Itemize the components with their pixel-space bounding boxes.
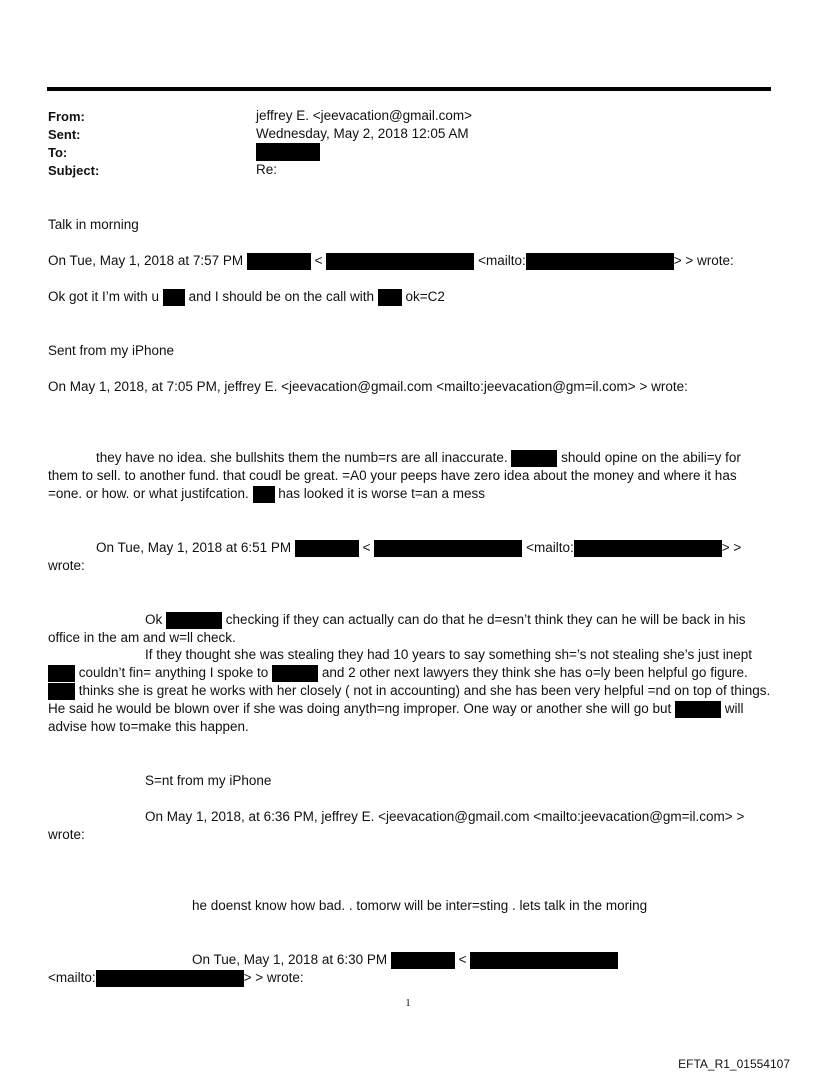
body-line: wrote:	[48, 558, 85, 573]
redaction-box	[48, 665, 75, 682]
body-text: they have no idea. she bullshits them the numb=rs are all inaccurate.	[96, 450, 508, 466]
body-text: and I should be on the call with	[188, 289, 374, 305]
redaction-box	[96, 970, 244, 987]
body-line: advise how to=make this happen.	[48, 719, 249, 734]
body-line	[48, 683, 770, 700]
quote-text: <mailto:	[48, 970, 96, 986]
body-line: If they thought she was stealing they had 10 years to say something sh=’s not stealing she’s just inept	[145, 647, 752, 662]
body-line	[145, 612, 745, 629]
body-text: has looked it is worse t=an a mess	[278, 486, 486, 502]
body-line	[48, 970, 304, 987]
body-text: will	[724, 701, 744, 717]
body-line: Sent from my iPhone	[48, 343, 175, 358]
redaction-box	[295, 540, 359, 557]
page-number: 1	[405, 997, 411, 1009]
body-line: Talk in morning	[48, 217, 139, 232]
redaction-box	[247, 253, 311, 270]
redaction-box	[574, 540, 722, 557]
body-line: wrote:	[48, 827, 85, 842]
header-rule	[47, 87, 771, 91]
quote-text: > > wrote:	[243, 970, 304, 986]
quote-date: On Tue, May 1, 2018 at 6:30 PM	[192, 952, 388, 968]
quote-date: On Tue, May 1, 2018 at 6:51 PM	[96, 540, 292, 556]
body-line	[48, 486, 485, 503]
to-label: To:	[48, 145, 68, 160]
body-text: couldn’t fin= anything I spoke to	[78, 665, 269, 681]
body-text: thinks she is great he works with her closely ( not in accounting) and she has been very helpful =nd on top of things.	[78, 683, 771, 699]
body-text: and 2 other next lawyers they think she has o=ly been helpful go figure.	[321, 665, 748, 681]
sent-label: Sent:	[48, 127, 81, 142]
redaction-box	[256, 143, 320, 161]
quote-header	[48, 253, 734, 270]
body-line	[48, 665, 748, 682]
body-line: them to sell. to another fund. that coudl be great. =A0 your peeps have zero idea about the money and where it has	[48, 468, 737, 483]
redaction-box	[326, 253, 474, 270]
quote-text: <	[362, 540, 371, 556]
body-line: S=nt from my iPhone	[145, 773, 272, 788]
from-value: jeffrey E. <jeevacation@gmail.com>	[256, 108, 473, 123]
body-line: office in the am and w=ll check.	[48, 630, 236, 645]
redaction-box	[391, 952, 455, 969]
quote-date: On Tue, May 1, 2018 at 7:57 PM	[48, 253, 244, 269]
redaction-box	[48, 683, 75, 700]
quote-text: > > wrote:	[673, 253, 734, 269]
subject-value: Re:	[256, 162, 278, 177]
redaction-box	[166, 612, 222, 629]
body-text: ok=C2	[405, 289, 445, 305]
redaction-box	[378, 289, 402, 306]
redaction-box	[163, 289, 185, 306]
quote-header	[96, 540, 741, 557]
redaction-box	[511, 450, 557, 467]
redaction-box	[272, 665, 318, 682]
sent-value: Wednesday, May 2, 2018 12:05 AM	[256, 126, 469, 141]
redaction-box	[374, 540, 522, 557]
body-line: he doenst know how bad. . tomorw will be inter=sting . lets talk in the moring	[192, 898, 648, 913]
from-label: From:	[48, 109, 85, 124]
quote-text: <mailto:	[526, 540, 574, 556]
document-id: EFTA_R1_01554107	[678, 1057, 790, 1071]
quote-header: On May 1, 2018, at 7:05 PM, jeffrey E. <jeevacation@gmail.com <mailto:jeevacation@gm=il.com> > wrote:	[48, 379, 688, 394]
quote-text: > >	[721, 540, 742, 556]
redaction-box	[253, 486, 275, 503]
body-line	[48, 289, 445, 306]
quote-header: On May 1, 2018, at 6:36 PM, jeffrey E. <jeevacation@gmail.com <mailto:jeevacation@gm=il.com> >	[145, 809, 745, 824]
quote-text: <	[458, 952, 467, 968]
body-text: Ok	[145, 612, 163, 628]
body-text: He said he would be blown over if she was doing anyth=ng improper. One way or another she will go but	[48, 701, 672, 717]
quote-text: <mailto:	[478, 253, 526, 269]
body-line	[96, 450, 741, 467]
redaction-box	[470, 952, 618, 969]
quote-header	[192, 952, 618, 969]
body-text: checking if they can actually can do that he d=esn’t think they can he will be back in his	[225, 612, 746, 628]
subject-label: Subject:	[48, 163, 100, 178]
quote-text: <	[314, 253, 323, 269]
body-line	[48, 701, 744, 718]
body-text: =one. or how. or what justifcation.	[48, 486, 249, 502]
redaction-box	[526, 253, 674, 270]
body-text: Ok got it I’m with u	[48, 289, 160, 305]
redaction-box	[675, 701, 721, 718]
body-text: should opine on the abili=y for	[561, 450, 741, 466]
